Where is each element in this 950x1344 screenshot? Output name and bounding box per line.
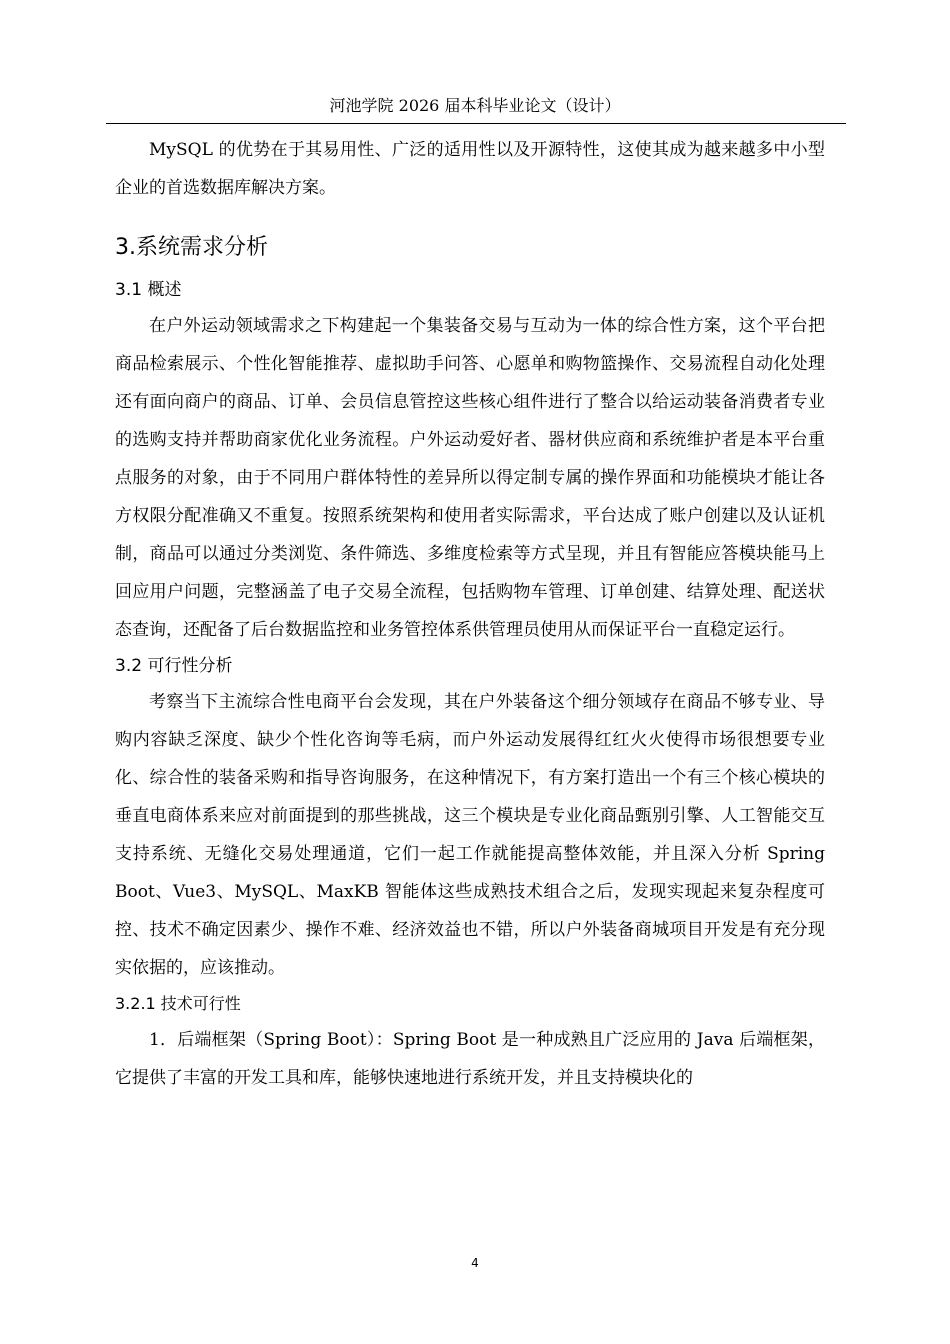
page-body	[115, 131, 825, 1097]
page-number: 4	[471, 1256, 479, 1270]
section-3-2-1-paragraph: 1．后端框架（Spring Boot）：Spring Boot 是一种成熟且广泛应用的 Java 后端框架，它提供了丰富的开发工具和库，能够快速地进行系统开发，并且支持模块化的	[115, 1030, 825, 1088]
section-3-2-heading: 3.2 可行性分析	[115, 656, 233, 676]
intro-paragraph: MySQL 的优势在于其易用性、广泛的适用性以及开源特性，这使其成为越来越多中小型企业的首选数据库解决方案。	[115, 140, 825, 198]
section-3-2-paragraph: 考察当下主流综合性电商平台会发现，其在户外装备这个细分领域存在商品不够专业、导购内容缺乏深度、缺少个性化咨询等毛病，而户外运动发展得红红火火使得市场很想要专业化、综合性的装备采购和指导咨询服务，在这种情况下，有方案打造出一个有三个核心模块的垂直电商体系来应对前面提到的那些挑战，这三个模块是专业化商品甄别引擎、人工智能交互支持系统、无缝化交易处理通道，它们一起工作就能提高整体效能，并且深入分析 Spring Boot、Vue3、MySQL、MaxKB 智能体这些成熟技术组合之后，发现实现起来复杂程度可控、技术不确定因素少、操作不难、经济效益也不错，所以户外装备商城项目开发是有充分现实依据的，应该推动。	[115, 692, 825, 978]
section-3-1-heading: 3.1 概述	[115, 280, 182, 300]
section-3-1-paragraph: 在户外运动领域需求之下构建起一个集装备交易与互动为一体的综合性方案，这个平台把商品检索展示、个性化智能推荐、虚拟助手问答、心愿单和购物篮操作、交易流程自动化处理还有面向商户的商品、订单、会员信息管控这些核心组件进行了整合以给运动装备消费者专业的选购支持并帮助商家优化业务流程。户外运动爱好者、器材供应商和系统维护者是本平台重点服务的对象，由于不同用户群体特性的差异所以得定制专属的操作界面和功能模块才能让各方权限分配准确又不重复。按照系统架构和使用者实际需求，平台达成了账户创建以及认证机制，商品可以通过分类浏览、条件筛选、多维度检索等方式呈现，并且有智能应答模块能马上回应用户问题，完整涵盖了电子交易全流程，包括购物车管理、订单创建、结算处理、配送状态查询，还配备了后台数据监控和业务管控体系供管理员使用从而保证平台一直稳定运行。	[115, 316, 825, 640]
section-3-heading: 3.系统需求分析	[115, 235, 268, 260]
running-header: 河池学院 2026 届本科毕业论文（设计）	[329, 96, 621, 115]
header-divider	[106, 123, 846, 124]
section-3-2-1-heading: 3.2.1 技术可行性	[115, 994, 241, 1013]
